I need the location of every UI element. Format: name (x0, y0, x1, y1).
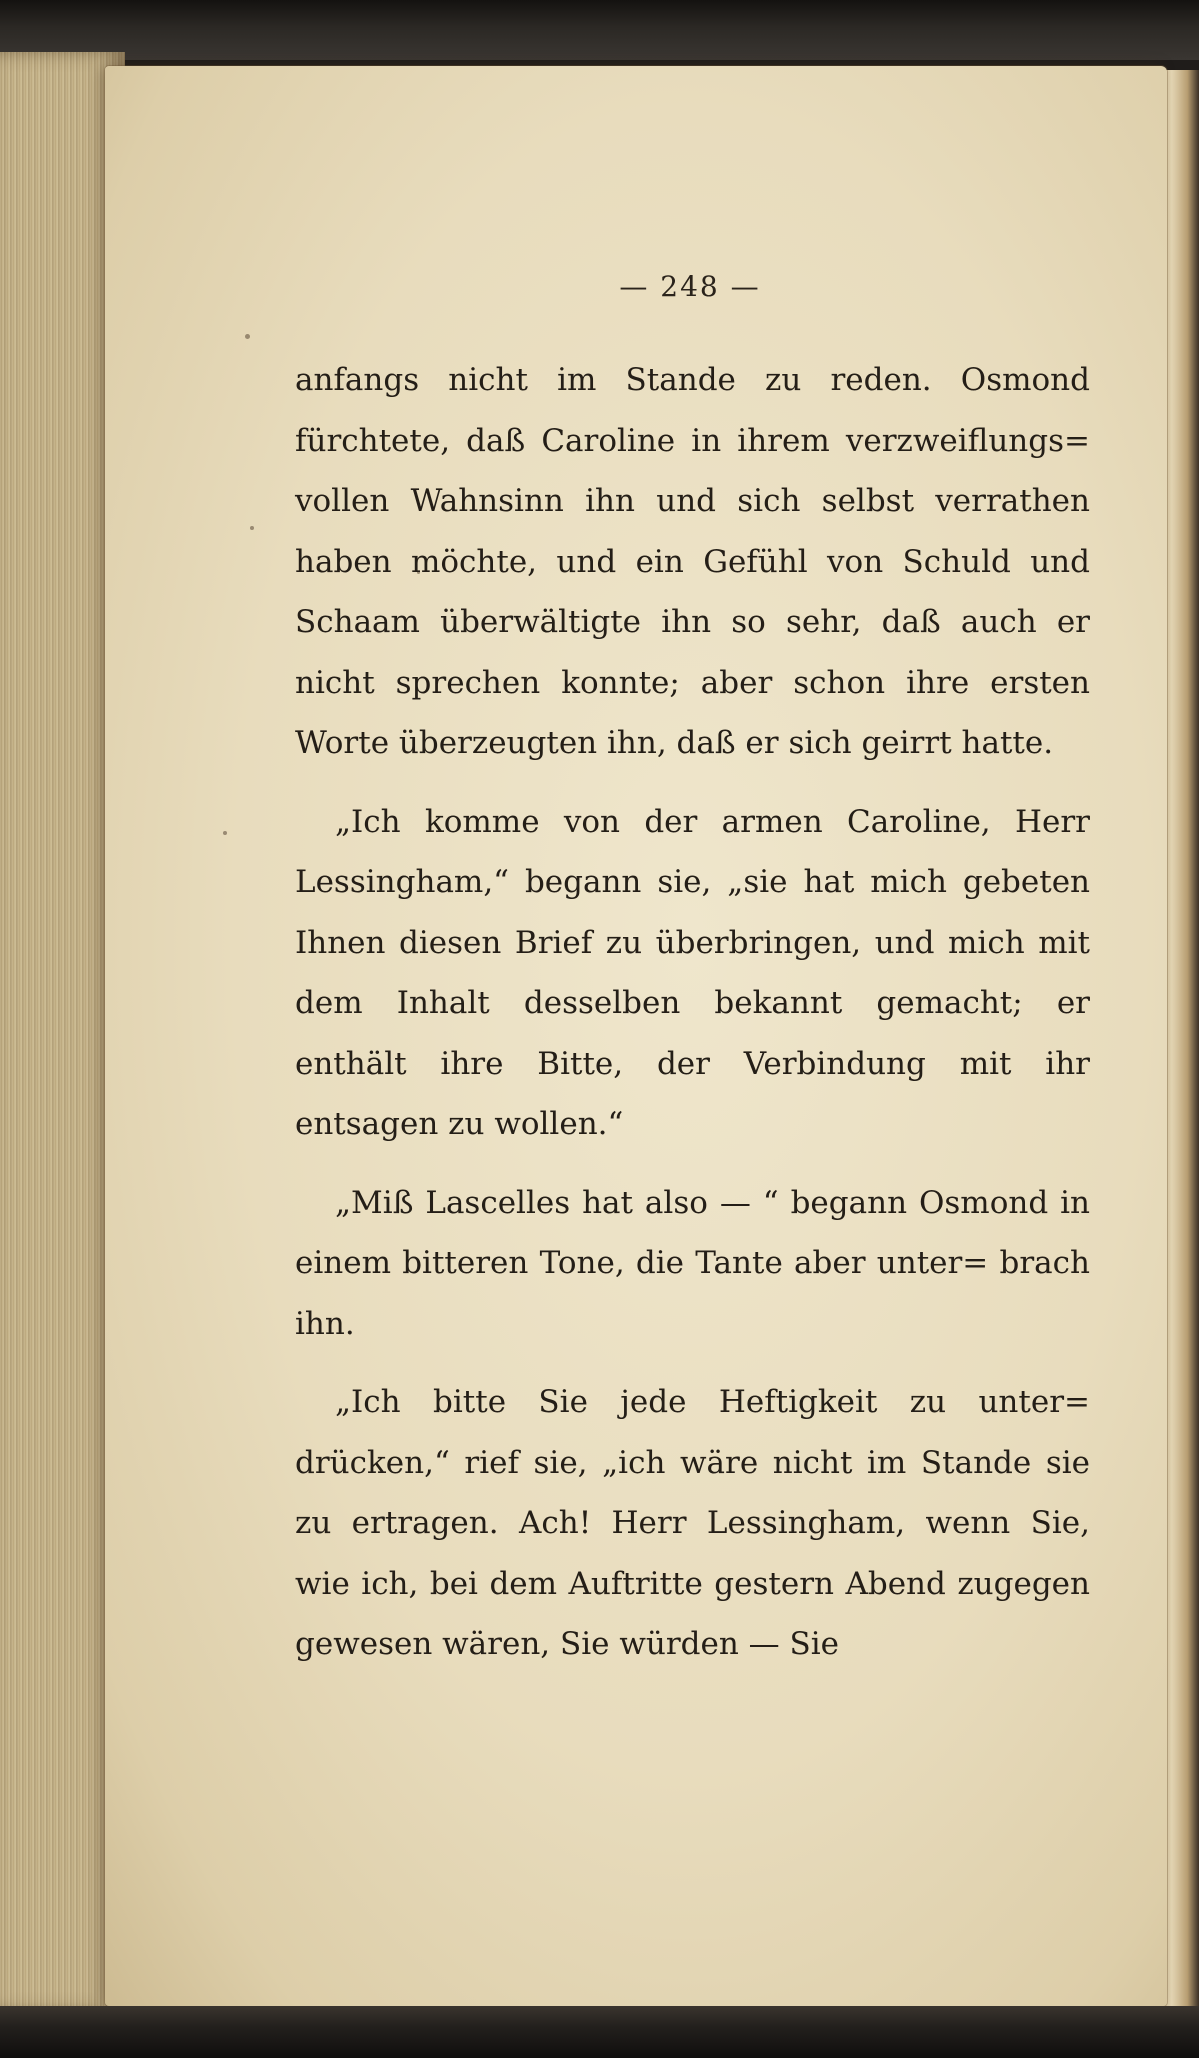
foxing-spot (223, 831, 227, 835)
foxing-spot (250, 526, 254, 530)
paragraph-1: anfangs nicht im Stande zu reden. Osmond fürchtete, daß Caroline in ihrem verzweiflungs= vollen Wahnsinn ihn und sich selbst verrathen haben möchte, und ein Gefühl von Schuld und Schaam überwältigte ihn so sehr, daß auch er nicht sprechen konnte; aber schon ihre ersten Worte überzeugten ihn, daß er sich geirrt hatte. (295, 362, 1090, 761)
paragraph-2: „Ich komme von der armen Caroline, Herr Lessingham,“ begann sie, „sie hat mich gebeten Ihnen diesen Brief zu überbringen, und mich mit dem Inhalt desselben bekannt gemacht; er enthält ihre Bitte, der Verbindung mit ihr entsagen zu wollen.“ (295, 803, 1090, 1142)
body-text (295, 350, 1090, 1675)
paragraph-3: „Miß Lascelles hat also — “ begann Osmond in einem bitteren Tone, die Tante aber unter= brach ihn. (295, 1184, 1090, 1342)
scanner-top-edge (0, 0, 1199, 60)
foxing-spot (245, 334, 250, 339)
paragraph-4: „Ich bitte Sie jede Heftigkeit zu unter= drücken,“ rief sie, „ich wäre nicht im Stande sie zu ertragen. Ach! Herr Lessingham, wenn Sie, wie ich, bei dem Auftritte gestern Abend zugegen gewesen wären, Sie würden — Sie (295, 1384, 1090, 1662)
scanner-bottom-edge (0, 2006, 1199, 2058)
page-number: — 248 — (619, 270, 761, 303)
